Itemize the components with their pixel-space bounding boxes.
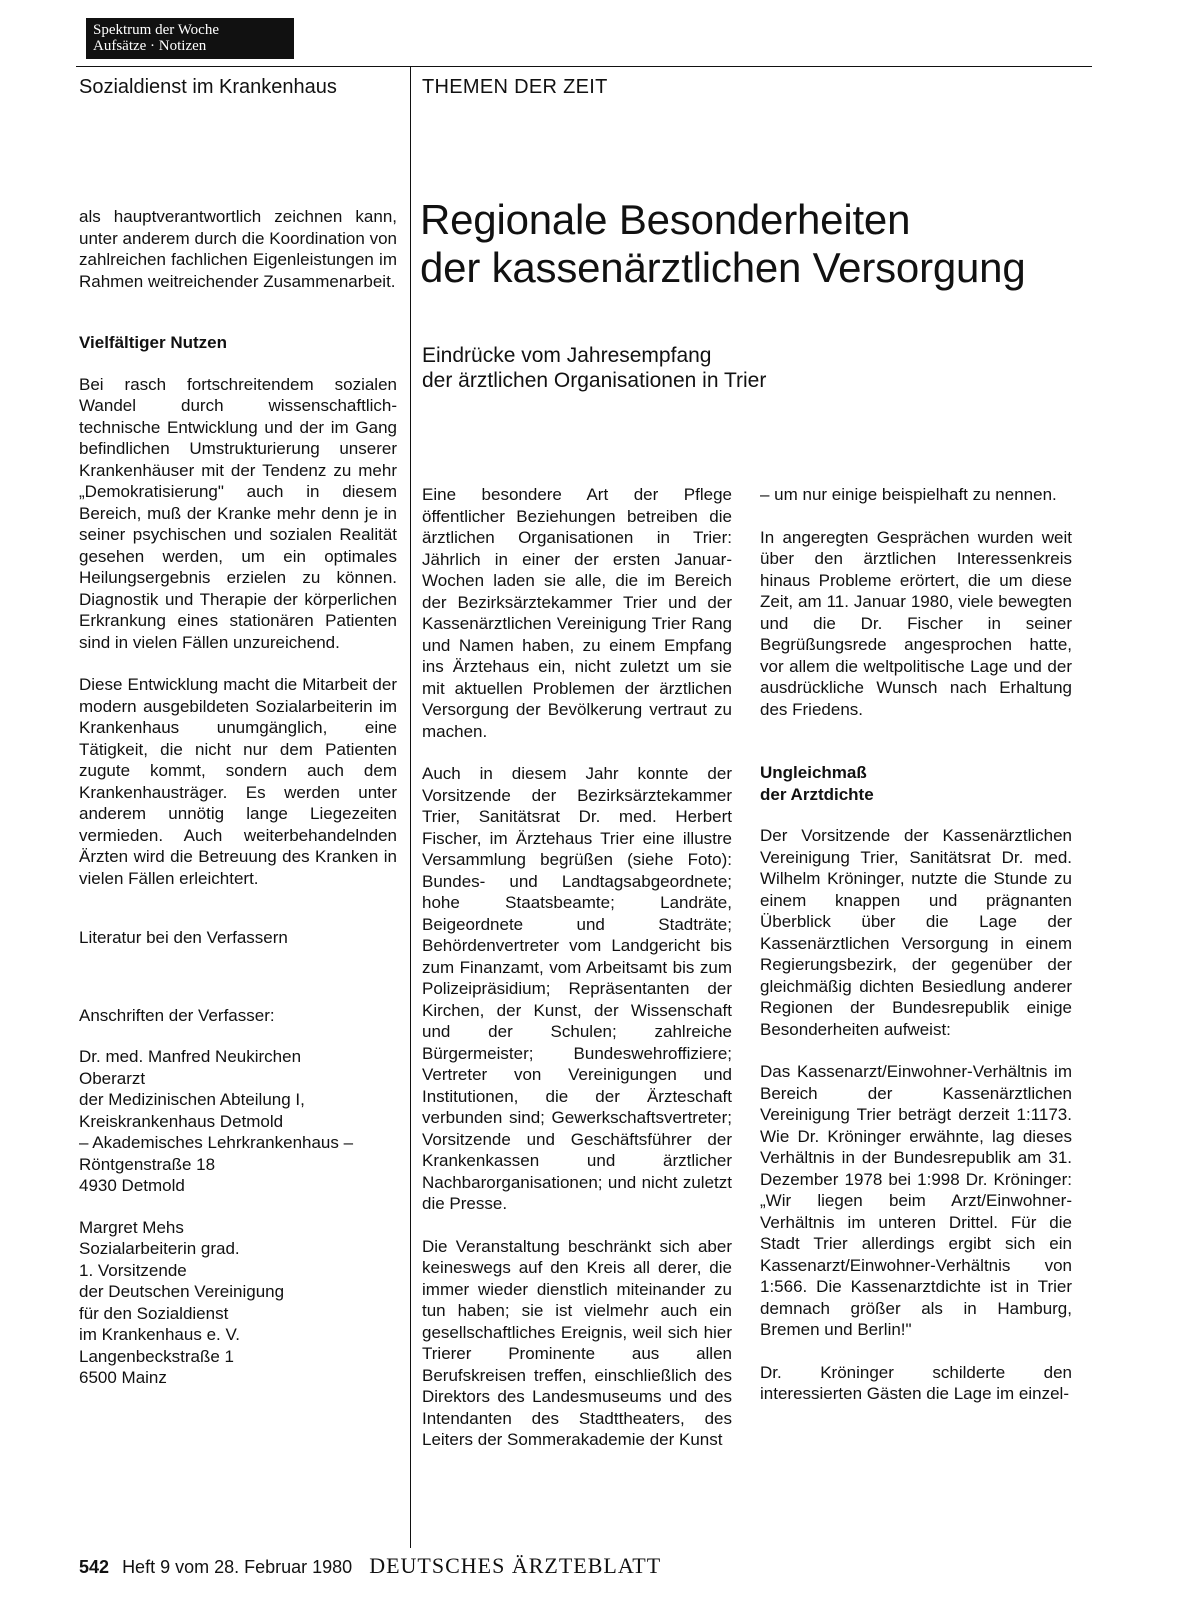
article-title xyxy=(420,196,1026,292)
mid-paragraph-3: Die Veranstaltung beschränkt sich aber keineswegs auf den Kreis all derer, die immer wieder dienstlich miteinander zu tun haben; sie ist vielmehr auch ein gesellschaftliches Ereignis, weil sich hier Trierer Prominente aus allen Berufskreisen treffen, einschließlich des Direktors des Landesmuseums und des Intendanten des Stadttheaters, des Leiters der Sommerakademie der Kunst xyxy=(422,1236,732,1449)
article-intro-line-1: Eindrücke vom Jahresempfang xyxy=(422,344,712,367)
address-line: 4930 Detmold xyxy=(79,1176,185,1195)
mid-paragraph-2: Auch in diesem Jahr konnte der Vorsitzende der Bezirksärztekammer Trier, Sanitätsrat Dr. med. Herbert Fischer, im Ärztehaus Trier eine illustre Versammlung begrüßen (siehe Foto): Bundes- und Landtagsabgeordnete; hohe Staatsbeamte; Landräte, Beigeordnete und Stadträte; Behördenvertreter vom Landgericht bis zum Finanzamt, vom Arbeitsamt bis zum Polizeipräsidium; Repräsentanten der Kirchen, der Kunst, der Wissenschaft und der Schulen; zahlreiche Bürgermeister; Bundeswehroffiziere; Vertreter von Vereinigungen und Institutionen, die der Ärzteschaft verbunden sind; Gewerkschaftsvertreter; Vorsitzende und Geschäftsführer der Krankenkassen und ärztlicher Nachbarorganisationen; und nicht zuletzt die Presse. xyxy=(422,764,732,1213)
right-subhead xyxy=(760,762,1072,805)
left-paragraph-3: Diese Entwicklung macht die Mitarbeit der modern ausgebildeten Sozialarbeiterin im Krankenhaus unumgänglich, eine Tätigkeit, die nicht nur dem Patienten zugute kommt, sondern auch dem Krankenhausträger. Es werden unter anderem unnötig lange Liegezeiten vermieden. Auch weiterbehandelnden Ärzten wird die Betreuung des Kranken in vielen Fällen erleichtert. xyxy=(79,675,397,888)
address-line: Sozialarbeiterin grad. xyxy=(79,1239,240,1258)
badge-line-1: Spektrum der Woche xyxy=(93,22,219,38)
left-paragraph-1: als hauptverantwortlich zeichnen kann, unter anderem durch die Koordination von zahlreichen fachlichen Eigenleistungen im Rahmen weitreichender Zusammenarbeit. xyxy=(79,207,397,291)
address-line: Oberarzt xyxy=(79,1068,146,1088)
right-paragraph-3: Der Vorsitzende der Kassenärztlichen Vereinigung Trier, Sanitätsrat Dr. med. Wilhelm Kröninger, nutzte die Stunde zu einem knappen und prägnanten Überblick über die Lage der Kassenärztlichen Versorgung in einem Regierungsbezirk, der gegenüber der gleichmäßig dichten Besiedlung anderer Regionen der Bundesrepublik einige Besonderheiten aufweist: xyxy=(760,826,1072,1039)
mid-paragraph-1: Eine besondere Art der Pflege öffentlicher Beziehungen betreiben die ärztlichen Organisationen in Trier: Jährlich in einer der ersten Januar-Wochen laden sie alle, die im Bereich der Bezirksärztekammer Trier und der Kassenärztlichen Vereinigung Trier Rang und Namen haben, zu einem Empfang ins Ärztehaus ein, nicht zuletzt um sie mit aktuellen Problemen der ärztlichen Versorgung der Bevölkerung vertraut zu machen. xyxy=(422,485,732,741)
address-line: Dr. med. Manfred Neukirchen xyxy=(79,1047,302,1066)
address-line: der Medizinischen Abteilung I, xyxy=(79,1090,305,1109)
article-title-line-2: der kassenärztlichen Versorgung xyxy=(420,244,1026,291)
badge-line-2: Aufsätze · Notizen xyxy=(93,38,207,54)
article-intro-line-2: der ärztlichen Organisationen in Trier xyxy=(422,369,767,392)
page-footer xyxy=(79,1553,661,1579)
article-intro xyxy=(422,343,766,393)
article-title-line-1: Regionale Besonderheiten xyxy=(420,196,911,243)
address-line: Langenbeckstraße 1 xyxy=(79,1346,234,1366)
address-line: im Krankenhaus e. V. xyxy=(79,1325,240,1344)
right-subhead-line-2: der Arztdichte xyxy=(760,784,874,804)
literature-note: Literatur bei den Verfassern xyxy=(79,928,288,947)
journal-name: DEUTSCHES ÄRZTEBLATT xyxy=(369,1553,662,1578)
left-subhead: Vielfältiger Nutzen xyxy=(79,333,227,352)
right-paragraph-2: In angeregten Gesprächen wurden weit über den ärztlichen Interessenkreis hinaus Probleme erörtert, die um diese Zeit, am 11. Januar 1980, viele bewegten und die Dr. Fischer in seiner Begrüßungsrede angesprochen hatte, vor allem die weltpolitische Lage und der ausdrückliche Wunsch nach Erhaltung des Friedens. xyxy=(760,527,1072,719)
column-divider xyxy=(410,67,411,1548)
header-rule xyxy=(76,66,1092,67)
address-line: Margret Mehs xyxy=(79,1217,184,1237)
section-title-left: Sozialdienst im Krankenhaus xyxy=(79,76,337,98)
section-title-right: THEMEN DER ZEIT xyxy=(422,76,608,98)
page-number: 542 xyxy=(79,1557,110,1577)
author-address-1 xyxy=(79,1046,397,1197)
author-address-2 xyxy=(79,1217,397,1389)
address-line: Kreiskrankenhaus Detmold xyxy=(79,1111,284,1131)
right-paragraph-5: Dr. Kröninger schilderte den interessierten Gästen die Lage im einzel- xyxy=(760,1362,1072,1403)
left-column xyxy=(79,206,397,1389)
right-paragraph-4: Das Kassenarzt/Einwohner-Verhältnis im Bereich der Kassenärztlichen Vereinigung Trier beträgt derzeit 1:1173. Wie Dr. Kröninger erwähnte, lag dieses Verhältnis in der Bundesrepublik am 31. Dezember 1978 bei 1:998 Dr. Kröninger: „Wir liegen beim Arzt/Einwohner-Verhältnis im unteren Drittel. Für die Stadt Trier allerdings ergibt sich ein Kassenarzt/Einwohner-Verhältnis von 1:566. Die Kassenarztdichte ist in Trier demnach größer als in Hamburg, Bremen und Berlin!" xyxy=(760,1062,1072,1339)
left-paragraph-2: Bei rasch fortschreitendem sozialen Wandel durch wissenschaftlich-technische Entwicklung und der im Gang befindlichen Umstrukturierung unserer Krankenhäuser mit der Tendenz zu mehr „Demokratisierung" auch in diesem Bereich, muß der Kranke mehr denn je in seiner psychischen und sozialen Realität gesehen werden, um ein optimales Heilungsergebnis erzielen zu können. Diagnostik und Therapie der körperlichen Erkrankung eines stationären Patienten sind in vielen Fällen unzureichend. xyxy=(79,374,397,652)
address-line: – Akademisches Lehrkrankenhaus – xyxy=(79,1133,354,1152)
issue-info: Heft 9 vom 28. Februar 1980 xyxy=(122,1557,353,1577)
right-paragraph-1: – um nur einige beispielhaft zu nennen. xyxy=(760,485,1057,504)
addresses-label: Anschriften der Verfasser: xyxy=(79,1005,275,1025)
address-line: für den Sozialdienst xyxy=(79,1303,229,1323)
address-line: der Deutschen Vereinigung xyxy=(79,1282,285,1301)
middle-column xyxy=(422,484,732,1472)
right-subhead-line-1: Ungleichmaß xyxy=(760,763,867,782)
address-line: 6500 Mainz xyxy=(79,1368,167,1387)
column-badge xyxy=(86,18,294,59)
right-column xyxy=(760,484,1072,1426)
address-line: Röntgenstraße 18 xyxy=(79,1154,216,1174)
address-line: 1. Vorsitzende xyxy=(79,1260,187,1280)
